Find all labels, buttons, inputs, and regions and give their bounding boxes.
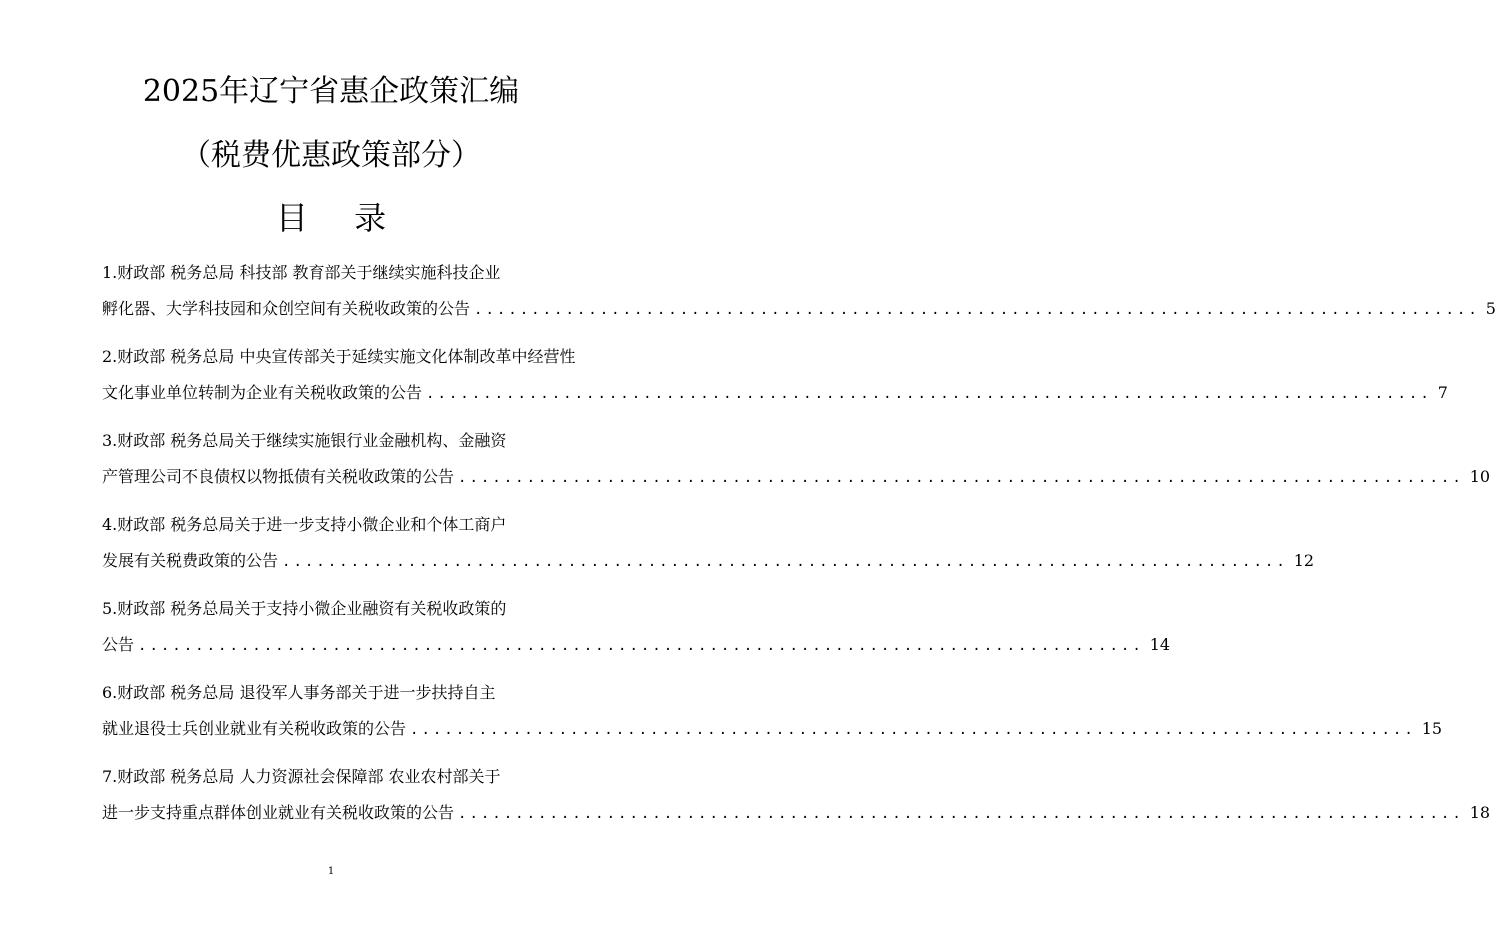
toc-entry-text-line: 孵化器、大学科技园和众创空间有关税收政策的公告 xyxy=(102,299,471,318)
toc-page-number: 5 xyxy=(1485,299,1496,318)
toc-entry-text-line: 3.财政部 税务总局关于继续实施银行业金融机构、金融资 xyxy=(102,431,507,450)
toc-entry-text-line: 4.财政部 税务总局关于进一步支持小微企业和个体工商户 xyxy=(102,515,507,534)
toc-page-number: 12 xyxy=(1293,551,1315,570)
toc-entry-4[interactable] xyxy=(102,507,1315,579)
toc-page-number: 15 xyxy=(1421,719,1443,738)
toc-entry-6[interactable] xyxy=(102,675,1443,747)
document-subtitle: （税费优惠政策部分） xyxy=(181,138,481,173)
toc-entry-text-line: 7.财政部 税务总局 人力资源社会保障部 农业农村部关于 xyxy=(102,767,501,786)
dot-leader: ........................................................................................ xyxy=(458,470,1464,486)
dot-leader: ........................................................................................ xyxy=(282,554,1288,570)
table-of-contents xyxy=(102,255,1496,843)
toc-entry-text-line: 1.财政部 税务总局 科技部 教育部关于继续实施科技企业 xyxy=(102,263,501,282)
document-title: 2025年辽宁省惠企政策汇编 xyxy=(142,74,520,109)
toc-entry-3[interactable] xyxy=(102,423,1491,495)
toc-page-number: 14 xyxy=(1149,635,1171,654)
toc-entry-text-line: 就业退役士兵创业就业有关税收政策的公告 xyxy=(102,719,407,738)
toc-entry-2[interactable] xyxy=(102,339,1448,411)
toc-entry-1[interactable] xyxy=(102,255,1496,327)
toc-heading: 目 录 xyxy=(275,199,405,237)
dot-leader: ........................................................................................ xyxy=(410,722,1416,738)
toc-page-number: 18 xyxy=(1469,803,1491,822)
toc-entry-text-line: 产管理公司不良债权以物抵债有关税收政策的公告 xyxy=(102,467,455,486)
dot-leader: ........................................................................................ xyxy=(474,302,1480,318)
toc-entry-5[interactable] xyxy=(102,591,1171,663)
toc-entry-7[interactable] xyxy=(102,759,1491,831)
toc-entry-text-line: 公告 xyxy=(102,635,135,654)
toc-entry-text-line: 6.财政部 税务总局 退役军人事务部关于进一步扶持自主 xyxy=(102,683,496,702)
toc-entry-text-line: 发展有关税费政策的公告 xyxy=(102,551,279,570)
toc-entry-text-line: 文化事业单位转制为企业有关税收政策的公告 xyxy=(102,383,423,402)
dot-leader: ........................................................................................ xyxy=(426,386,1432,402)
toc-entry-text-line: 进一步支持重点群体创业就业有关税收政策的公告 xyxy=(102,803,455,822)
dot-leader: ........................................................................................ xyxy=(138,638,1144,654)
toc-page-number: 7 xyxy=(1437,383,1448,402)
dot-leader: ........................................................................................ xyxy=(458,806,1464,822)
toc-page-number: 10 xyxy=(1469,467,1491,486)
toc-entry-text-line: 2.财政部 税务总局 中央宣传部关于延续实施文化体制改革中经营性 xyxy=(102,347,576,366)
footer-page-number: 1 xyxy=(327,866,335,877)
toc-entry-text-line: 5.财政部 税务总局关于支持小微企业融资有关税收政策的 xyxy=(102,599,507,618)
